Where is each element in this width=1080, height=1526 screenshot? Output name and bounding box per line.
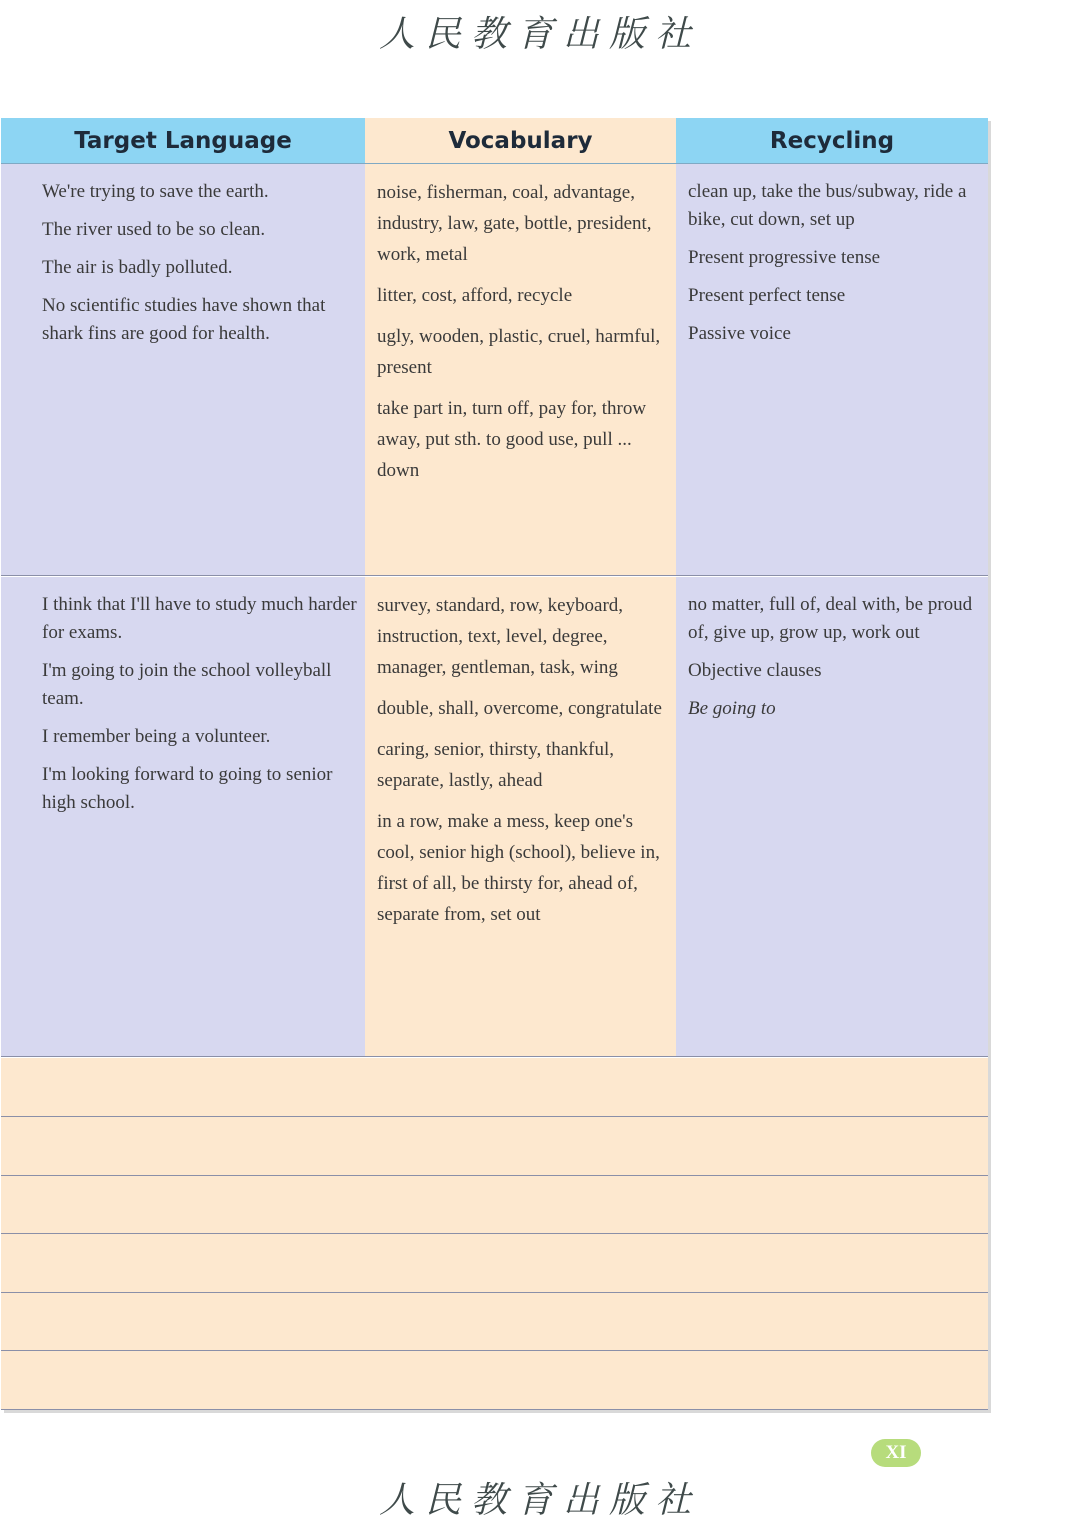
target-item: I'm going to join the school volleyball team. (42, 660, 332, 709)
vocabulary-item: caring, senior, thirsty, thankful, separate, lastly, ahead (377, 739, 615, 791)
recycling-item: Present perfect tense (688, 285, 846, 306)
header-recycling: Recycling (676, 118, 988, 164)
target-item: I remember being a volunteer. (42, 726, 271, 747)
ruled-line (1, 1175, 988, 1176)
recycling-item: Be going to (688, 698, 776, 719)
ruled-line (1, 1233, 988, 1234)
row1-target-language-cell (1, 164, 365, 576)
vocabulary-item: noise, fisherman, coal, advantage, industry, law, gate, bottle, president, work, metal (377, 182, 652, 265)
vocabulary-item: ugly, wooden, plastic, cruel, harmful, present (377, 326, 661, 378)
page-number-badge: XI (871, 1439, 921, 1467)
vocabulary-item: litter, cost, afford, recycle (377, 285, 573, 306)
ruled-line (1, 1409, 988, 1410)
ruled-notes-area (1, 1058, 988, 1410)
row2-vocabulary-cell (365, 577, 676, 1057)
row1-recycling-cell (676, 164, 988, 576)
target-item: I think that I'll have to study much harder for exams. (42, 594, 357, 643)
row2-target-language-cell (1, 577, 365, 1057)
row2-recycling-cell (676, 577, 988, 1057)
recycling-item: Objective clauses (688, 660, 822, 681)
unit-summary-table (1, 118, 988, 1410)
recycling-item: clean up, take the bus/subway, ride a bike, cut down, set up (688, 181, 967, 230)
target-item: No scientific studies have shown that shark fins are good for health. (42, 295, 326, 344)
vocabulary-item: double, shall, overcome, congratulate (377, 698, 662, 719)
publisher-logo-top: 人民教育出版社 (378, 14, 701, 55)
recycling-item: no matter, full of, deal with, be proud of, give up, grow up, work out (688, 594, 973, 643)
target-item: We're trying to save the earth. (42, 181, 269, 202)
header-vocabulary: Vocabulary (365, 118, 676, 164)
recycling-item: Present progressive tense (688, 247, 881, 268)
ruled-line (1, 1350, 988, 1351)
ruled-line (1, 1116, 988, 1117)
row1-vocabulary-cell (365, 164, 676, 576)
ruled-line (1, 1292, 988, 1293)
vocabulary-item: in a row, make a mess, keep one's cool, senior high (school), believe in, first of all, be thirsty for, ahead of, separate from, set out (377, 811, 660, 925)
recycling-item: Passive voice (688, 323, 791, 344)
target-item: The air is badly polluted. (42, 257, 233, 278)
target-item: I'm looking forward to going to senior high school. (42, 764, 333, 813)
vocabulary-item: take part in, turn off, pay for, throw away, put sth. to good use, pull ... down (377, 398, 647, 481)
target-item: The river used to be so clean. (42, 219, 266, 240)
vocabulary-item: survey, standard, row, keyboard, instruction, text, level, degree, manager, gentleman, task, wing (377, 595, 624, 678)
publisher-logo-bottom: 人民教育出版社 (378, 1480, 701, 1521)
header-target-language: Target Language (1, 118, 365, 164)
